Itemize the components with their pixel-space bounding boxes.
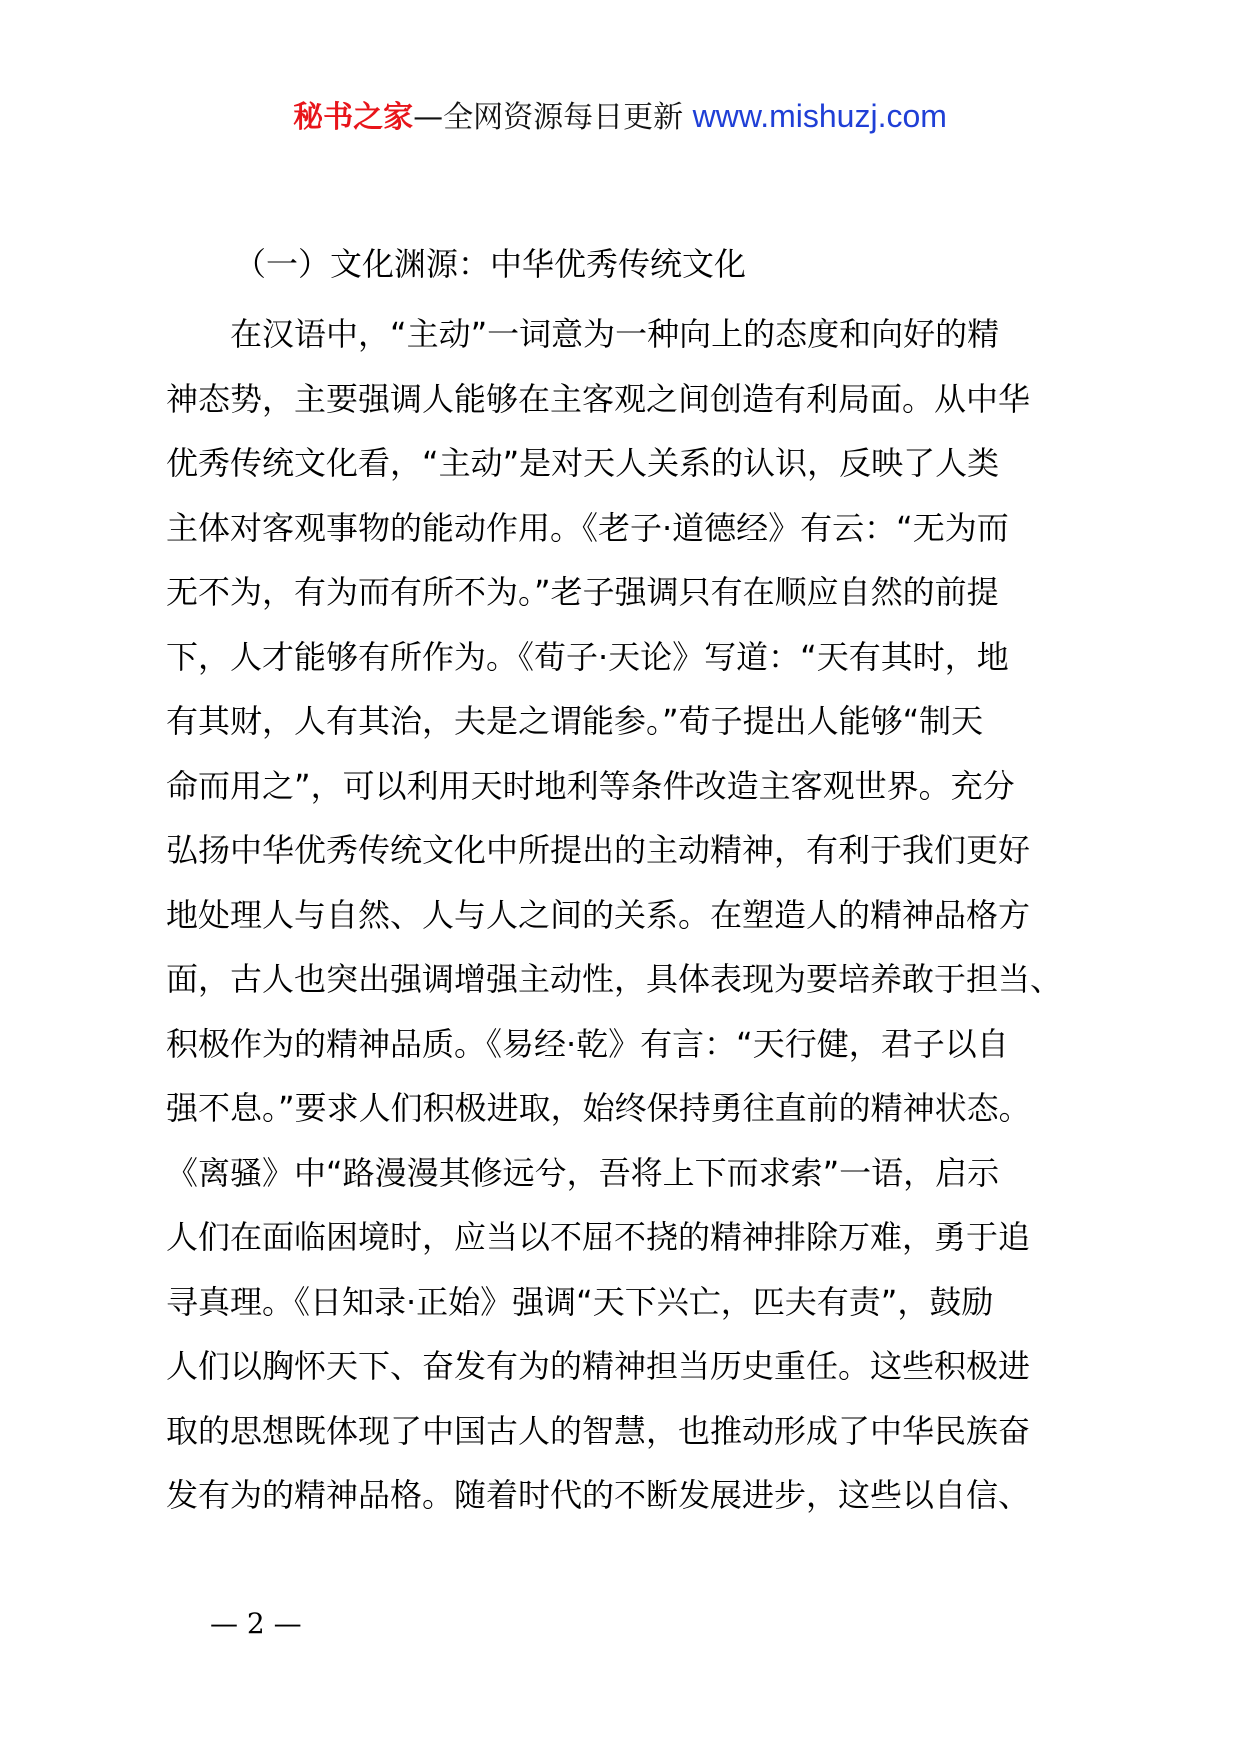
paragraph-line: 人们以胸怀天下、奋发有为的精神担当历史重任。这些积极进 [166,1347,1031,1385]
paragraph-line: 神态势，主要强调人能够在主客观之间创造有利局面。从中华 [166,379,1031,418]
paragraph-line: 命而用之”，可以利用天时地利等条件改造主客观世界。充分 [166,766,1015,805]
paragraph-line: 有其财，人有其治，夫是之谓能参。”荀子提出人能够“制天 [166,702,984,740]
paragraph-line: 寻真理。《日知录·正始》强调“天下兴亡，匹夫有责”，鼓励 [166,1282,994,1321]
paragraph-line: 《离骚》中“路漫漫其修远兮，吾将上下而求索”一语，启示 [166,1153,1000,1192]
paragraph-line: 地处理人与自然、人与人之间的关系。在塑造人的精神品格方 [166,895,1031,934]
site-brand-name: 秘书之家 [293,100,414,135]
paragraph-line: 在汉语中，“主动”一词意为一种向上的态度和向好的精 [230,315,1000,353]
paragraph-line: 下，人才能够有所作为。《荀子·天论》写道：“天有其时，地 [166,637,1009,676]
page-number: — 2 — [210,1607,302,1640]
paragraph-line: 取的思想既体现了中国古人的智慧，也推动形成了中华民族奋 [166,1411,1031,1450]
section-heading: （一）文化渊源：中华优秀传统文化 [234,245,747,283]
paragraph-line: 面，古人也突出强调增强主动性，具体表现为要培养敢于担当、 [166,960,1063,998]
paragraph-line: 发有为的精神品格。随着时代的不断发展进步，这些以自信、 [166,1476,1031,1514]
body-paragraph [166,302,1106,1528]
site-url-link[interactable]: www.mishuzj.com [692,98,947,134]
paragraph-line: 无不为，有为而有所不为。”老子强调只有在顺应自然的前提 [166,573,999,611]
paragraph-line: 人们在面临困境时，应当以不屈不挠的精神排除万难，勇于追 [166,1218,1031,1256]
paragraph-line: 强不息。”要求人们积极进取，始终保持勇往直前的精神状态。 [166,1089,1031,1127]
site-banner [0,96,1240,138]
paragraph-line: 优秀传统文化看，“主动”是对天人关系的认识，反映了人类 [166,444,1000,482]
site-tagline: —全网资源每日更新 [413,100,684,135]
paragraph-line: 弘扬中华优秀传统文化中所提出的主动精神，有利于我们更好 [166,831,1031,869]
paragraph-line: 积极作为的精神品质。《易经·乾》有言：“天行健，君子以自 [166,1024,1009,1063]
paragraph-line: 主体对客观事物的能动作用。《老子·道德经》有云：“无为而 [166,508,1009,547]
